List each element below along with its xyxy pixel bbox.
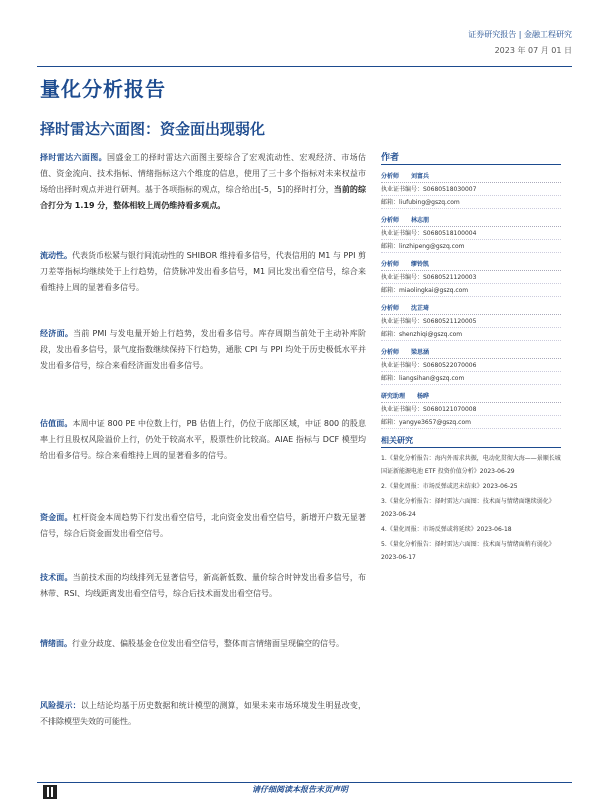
risk-key: 风险提示： [40, 701, 81, 710]
related-item[interactable]: 5.《量化分析报告：择时雷达六面图：技术面与情绪面稍有弱化》2023-06-17 [381, 541, 555, 561]
report-category: 证券研究报告 | 金融工程研究 [468, 30, 572, 39]
analyst-name-row [381, 302, 561, 315]
analyst-license: 执业证书编号：S0680518030007 [381, 183, 561, 196]
related-heading: 相关研究 [381, 435, 561, 448]
related-item[interactable]: 1.《量化分析报告：海内外需求共振，电动化贯彻大海——景顺长城国证新能源电池 ETF 投资价值分析》2023-06-29 [381, 455, 561, 475]
analyst-role: 分析师 [381, 217, 400, 224]
related-list [381, 452, 561, 564]
section-key: 估值面。 [40, 419, 73, 428]
summary-strong: 当前的综合打分为 1.19 分，整体相较上周仍维持看多观点。 [40, 185, 367, 210]
analyst-name-row [381, 170, 561, 183]
analyst-name: 梁思涵 [411, 349, 430, 356]
section-economy [40, 326, 366, 374]
related-item[interactable]: 2.《量化周报：市场反弹或迟未结束》2023-06-25 [381, 483, 518, 490]
sidebar [381, 150, 561, 566]
section-valuation [40, 416, 366, 464]
section-sentiment [40, 636, 366, 652]
analyst-card [381, 258, 561, 297]
analyst-email[interactable]: 邮箱：liangsihan@gszq.com [381, 372, 561, 385]
section-key: 经济面。 [40, 329, 74, 338]
analyst-name-row [381, 346, 561, 359]
related-item[interactable]: 4.《量化周报：市场反弹或将延续》2023-06-18 [381, 526, 512, 533]
section-text: 本周中证 800 PE 中位数上行，PB 估值上行，仍位于底部区域，中证 800 的股息率上行且股权风险溢价上行，仍处于较高水平，股票性价比较高。AIAE 指标与 DCF 模型均给出看多信号。综合来看维持上周的显著看多的信号。 [40, 419, 366, 460]
section-text: 当前 PMI 与发电量开始上行趋势，发出看多信号。库存周期当前处于主动补库阶段，发出看多信号，景气度指数继续保持下行趋势，通胀 CPI 与 PPI 均处于历史极低水平并发出看多信号，综合来看经济面发出看多信号。 [40, 329, 366, 370]
analyst-name: 沈芷琦 [411, 305, 430, 312]
risk-text: 以上结论均基于历史数据和统计模型的测算，如果未来市场环境发生明显改变，不排除模型失效的可能性。 [40, 701, 367, 726]
analyst-email[interactable]: 邮箱：linzhipeng@gszq.com [381, 240, 561, 253]
section-liquidity [40, 248, 366, 296]
summary-paragraph [40, 150, 366, 214]
authors-heading: 作者 [381, 150, 561, 165]
analyst-role: 分析师 [381, 349, 400, 356]
summary-text: 国盛金工的择时雷达六面图主要综合了宏观流动性、宏观经济、市场估值、资金流向、技术指标、情绪指标这六个维度的信息，使用了三十多个指标对未来权益市场给出择时观点并进行研判。基于各项指标的观点，综合给出[-5，5]的择时打分， [40, 153, 367, 194]
section-key: 流动性。 [40, 251, 73, 260]
analyst-name-row [381, 390, 561, 403]
section-text: 当前技术面的均线排列无显著信号，新高新低数、量价综合时钟发出看多信号，布林带、RSI、均线距离发出看空信号，综合后技术面发出看空信号。 [40, 573, 367, 598]
section-key: 技术面。 [40, 573, 73, 582]
section-text: 行业分歧度、偏股基金仓位发出看空信号，整体而言情绪面呈现偏空的信号。 [72, 639, 344, 648]
analyst-role: 研究助理 [381, 393, 406, 400]
analyst-card [381, 302, 561, 341]
analyst-name-row [381, 258, 561, 271]
section-key: 资金面。 [40, 513, 73, 522]
section-text: 代表货币松紧与银行间流动性的 SHIBOR 维持看多信号，代表信用的 M1 与 PPI 剪刀差等指标均继续处于上行趋势，信贷脉冲发出看多信号，M1 同比发出看空信号，综合来看维持上周的显著看多信号。 [40, 251, 366, 292]
analyst-license: 执业证书编号：S0680121070008 [381, 403, 561, 416]
analyst-license: 执业证书编号：S0680518100004 [381, 227, 561, 240]
analyst-card [381, 214, 561, 253]
analyst-role: 分析师 [381, 261, 400, 268]
footer-disclaimer: 请仔细阅读本报告末页声明 [252, 785, 348, 794]
risk-warning [40, 698, 366, 730]
section-text: 杠杆资金本周趋势下行发出看空信号，北向资金发出看空信号，新增开户数无显著信号，综合后资金面发出看空信号。 [40, 513, 367, 538]
section-capital [40, 510, 366, 542]
analyst-card [381, 170, 561, 209]
summary-key: 择时雷达六面图。 [40, 153, 107, 162]
analyst-role: 分析师 [381, 173, 400, 180]
section-key: 情绪面。 [40, 639, 72, 648]
analyst-name: 杨晔 [417, 393, 430, 400]
analyst-name-row [381, 214, 561, 227]
report-type: 量化分析报告 [40, 77, 166, 101]
analyst-email[interactable]: 邮箱：miaolingkai@gszq.com [381, 284, 561, 297]
analyst-role: 分析师 [381, 305, 400, 312]
analyst-license: 执业证书编号：S0680521120005 [381, 315, 561, 328]
report-category-block [468, 27, 572, 59]
analyst-name: 林志朋 [411, 217, 430, 224]
report-title: 择时雷达六面图：资金面出现弱化 [40, 120, 266, 138]
analyst-email[interactable]: 邮箱：liufubing@gszq.com [381, 196, 561, 209]
analyst-license: 执业证书编号：S0680521120003 [381, 271, 561, 284]
analyst-name: 缪铃凯 [411, 261, 430, 268]
analyst-card [381, 390, 561, 429]
analyst-email[interactable]: 邮箱：yangye3657@gszq.com [381, 416, 561, 429]
footer-divider [37, 782, 572, 783]
analyst-license: 执业证书编号：S0680522070006 [381, 359, 561, 372]
section-technical [40, 570, 366, 602]
report-date: 2023 年 07 月 01 日 [494, 46, 572, 55]
analyst-card [381, 346, 561, 385]
analyst-name: 刘富兵 [411, 173, 430, 180]
analyst-email[interactable]: 邮箱：shenzhiqi@gszq.com [381, 328, 561, 341]
header-divider [37, 66, 572, 67]
related-item[interactable]: 3.《量化分析报告：择时雷达六面图：技术面与情绪面继续弱化》2023-06-24 [381, 498, 555, 518]
